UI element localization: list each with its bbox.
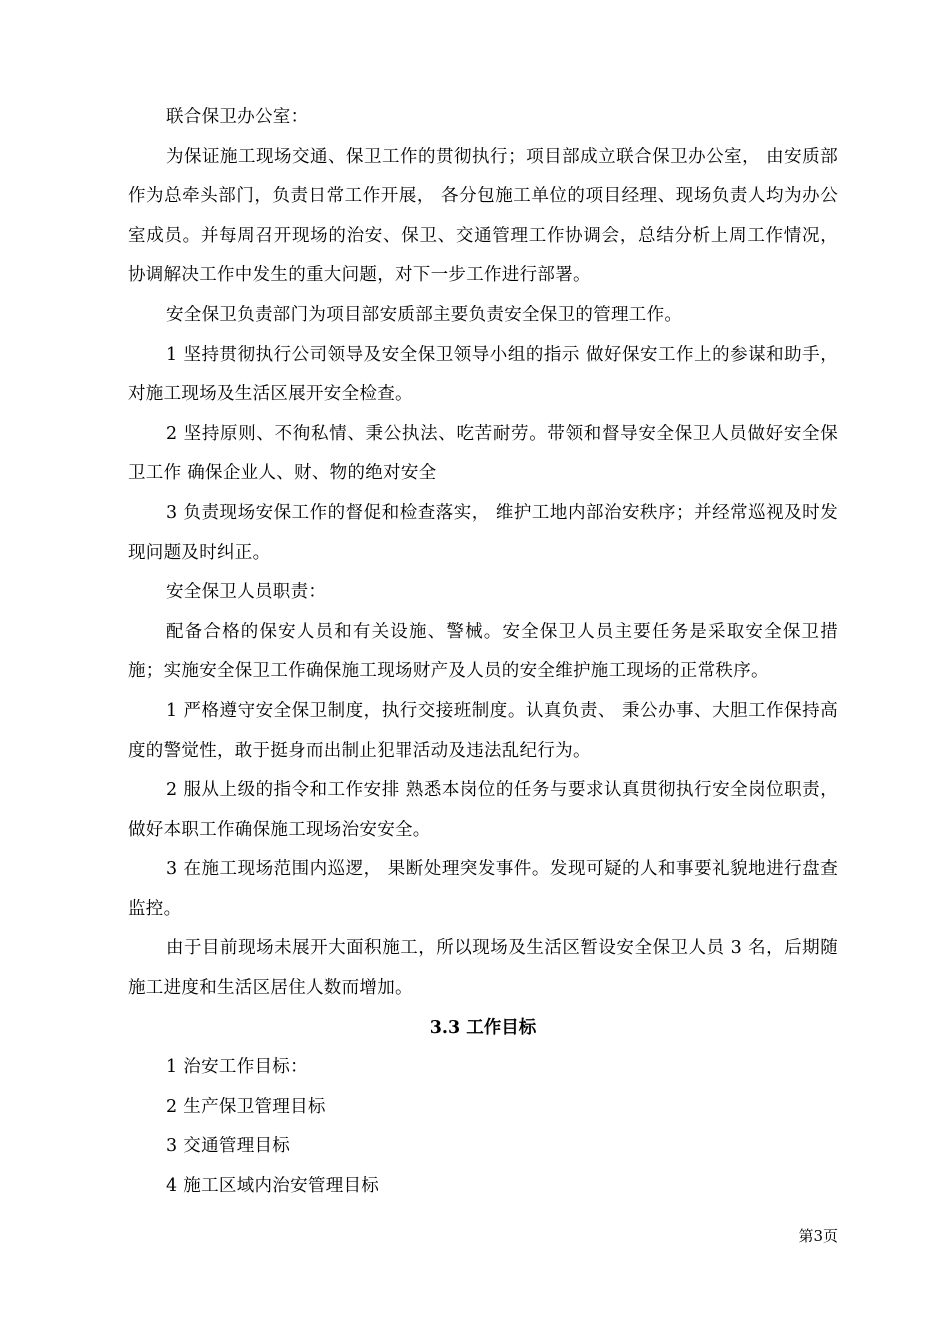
paragraph-responsible-department: 安全保卫负责部门为项目部安质部主要负责安全保卫的管理工作。 <box>166 304 683 325</box>
page-number: 第3页 <box>798 1227 838 1245</box>
goal-item-3: 3 交通管理目标 <box>166 1136 291 1157</box>
paragraph-duty-3: 3 负责现场安保工作的督促和检查落实， 维护工地内部治安秩序；并经常巡视及时发现问题及时纠正。 <box>128 502 838 563</box>
paragraph-staff-duty-3: 3 在施工现场范围内巡逻， 果断处理突发事件。发现可疑的人和事要礼貌地进行盘查监控。 <box>128 859 838 919</box>
goal-item-2: 2 生产保卫管理目标 <box>166 1096 326 1117</box>
paragraph-staff-duties-title: 安全保卫人员职责： <box>166 582 327 603</box>
paragraph-staff-equipment: 配备合格的保安人员和有关设施、警械。安全保卫人员主要任务是采取安全保卫措施；实施安全保卫工作确保施工现场财产及人员的安全维护施工现场的正常秩序。 <box>128 621 838 682</box>
paragraph-office-description: 为保证施工现场交通、保卫工作的贯彻执行；项目部成立联合保卫办公室， 由安质部作为总牵头部门，负责日常工作开展， 各分包施工单位的项目经理、现场负责人均为办公室成员。并每周召开现场的治安、保卫、交通管理工作协调会，总结分析上周工作情况，协调解决工作中发生的重大问题，对下一步工作进行部署。 <box>128 146 838 286</box>
goal-item-1: 1 治安工作目标： <box>166 1057 308 1078</box>
paragraph-office-title: 联合保卫办公室： <box>166 107 309 127</box>
paragraph-staff-duty-1: 1 严格遵守安全保卫制度，执行交接班制度。认真负责、 秉公办事、大胆工作保持高度的警觉性，敢于挺身而出制止犯罪活动及违法乱纪行为。 <box>128 700 838 761</box>
paragraph-staff-duty-2: 2 服从上级的指令和工作安排 熟悉本岗位的任务与要求认真贯彻执行安全岗位职责，做好本职工作确保施工现场治安安全。 <box>128 780 838 840</box>
section-heading: 3.3 工作目标 <box>429 1017 537 1038</box>
paragraph-duty-1: 1 坚持贯彻执行公司领导及安全保卫领导小组的指示 做好保安工作上的参谋和助手，对施工现场及生活区展开安全检查。 <box>128 344 838 405</box>
paragraph-duty-2: 2 坚持原则、不徇私情、秉公执法、吃苦耐劳。带领和督导安全保卫人员做好安全保卫工作 确保企业人、财、物的绝对安全 <box>128 423 838 484</box>
goal-item-4: 4 施工区域内治安管理目标 <box>166 1176 380 1197</box>
paragraph-staffing-note: 由于目前现场未展开大面积施工，所以现场及生活区暂设安全保卫人员 3 名，后期随施工进度和生活区居住人数而增加。 <box>128 938 838 999</box>
document-body <box>128 98 838 1207</box>
